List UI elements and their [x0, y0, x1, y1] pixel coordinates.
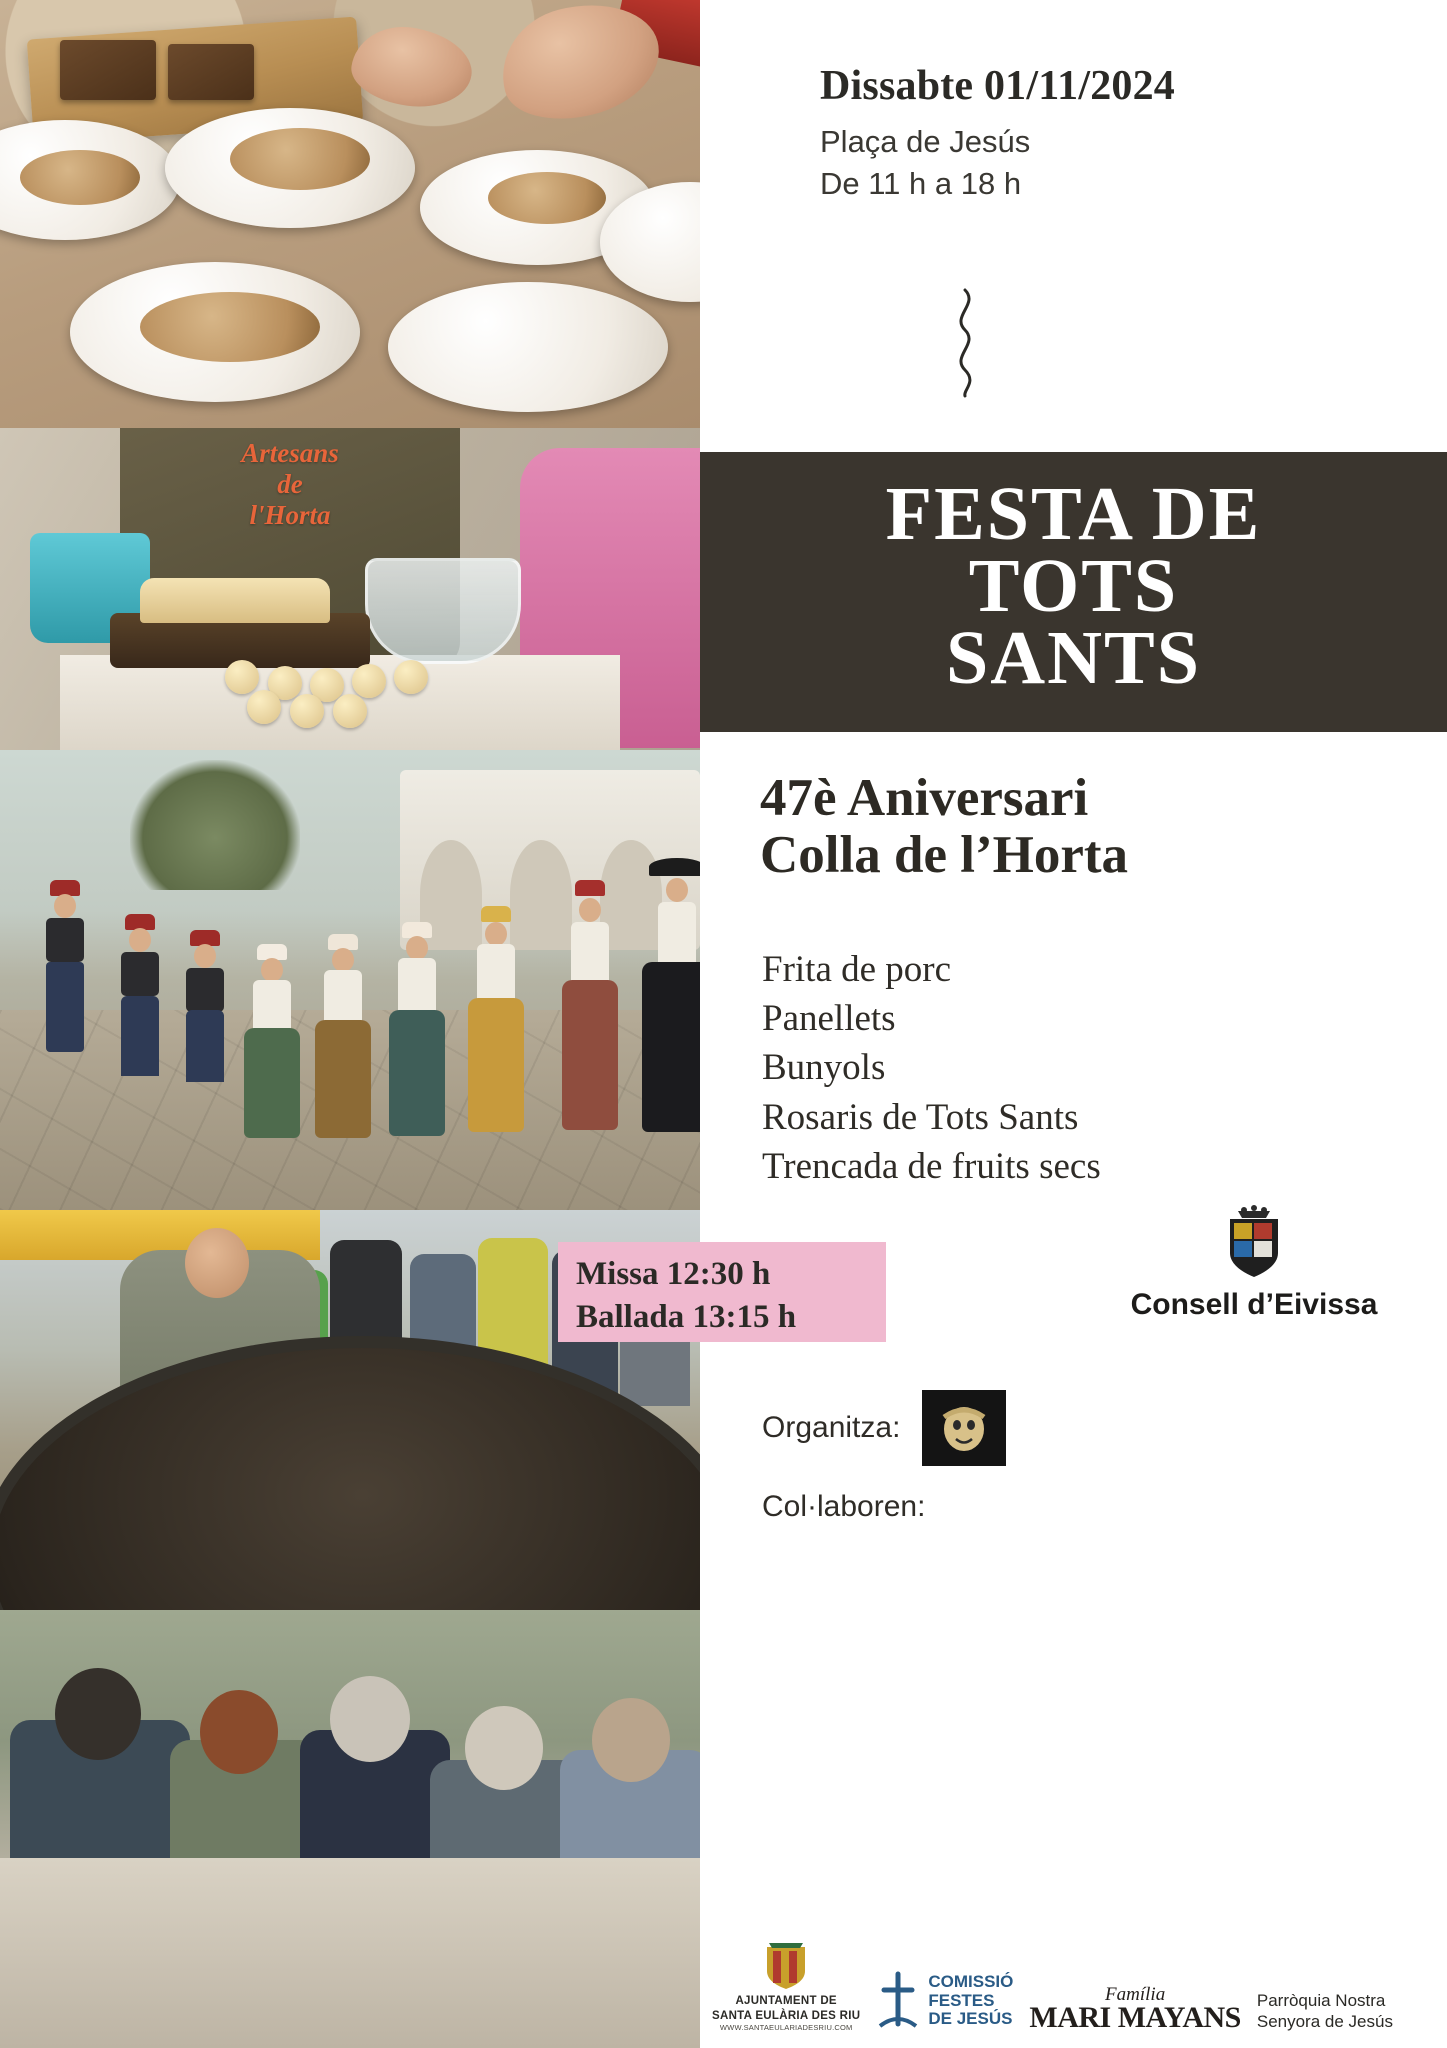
folk-dancer-lead: [622, 862, 700, 1180]
nuts: [230, 128, 370, 190]
event-time: De 11 h a 18 h: [820, 166, 1022, 201]
menu-item: Bunyols: [762, 1047, 886, 1089]
folk-dancer: [450, 894, 542, 1180]
schedule-ballada: Ballada 13:15 h: [576, 1298, 797, 1335]
head: [465, 1706, 543, 1790]
trousers: [121, 996, 159, 1076]
title-line-1: FESTA DE: [885, 472, 1262, 556]
head: [55, 1668, 141, 1760]
skirt: [389, 1010, 445, 1136]
head: [592, 1698, 670, 1782]
blouse: [477, 944, 515, 1000]
coca-pastry: [140, 578, 330, 623]
blouse: [398, 958, 436, 1012]
photo-folk-parade: [0, 750, 700, 1210]
tree: [130, 760, 300, 890]
poster-title-band: [700, 452, 1447, 732]
skirt: [468, 998, 524, 1132]
anniversary-line-2: Colla de l’Horta: [760, 826, 1128, 885]
head: [666, 878, 688, 902]
plate: [388, 282, 668, 412]
head: [129, 928, 151, 952]
vest: [46, 918, 84, 962]
head: [406, 936, 428, 960]
head: [200, 1690, 278, 1774]
ajuntament-line-1: AJUNTAMENT DE: [735, 1995, 837, 2008]
blouse: [253, 980, 291, 1030]
logo-marimayans: [1029, 1986, 1240, 2032]
folk-dancer: [372, 904, 462, 1180]
glass-bowl: [365, 558, 521, 664]
head: [261, 958, 283, 982]
head: [332, 948, 354, 972]
ajuntament-url: WWW.SANTAEULARIADESRIU.COM: [719, 2023, 853, 2032]
black-hat: [649, 858, 700, 876]
consell-deivissa-logo: [1109, 1205, 1399, 1322]
bunyol: [247, 690, 281, 724]
bunyol: [225, 660, 259, 694]
head: [485, 922, 507, 946]
chocolate-block: [168, 44, 254, 100]
parroquia-line-2: Senyora de Jesús: [1256, 2011, 1393, 2031]
title-line-3: SANTS: [946, 616, 1201, 701]
head: [330, 1676, 410, 1762]
comissio-line-1: COMISSIÓ: [928, 1972, 1014, 1992]
collaborator-logo-row: [700, 1941, 1447, 2032]
skirt: [642, 962, 700, 1132]
skirt: [315, 1020, 371, 1138]
menu-list: [762, 945, 1422, 1191]
bunyol: [290, 694, 324, 728]
menu-item: Frita de porc: [762, 949, 952, 990]
nuts: [140, 292, 320, 362]
organitza-label: Organitza:: [762, 1411, 901, 1444]
photo-craft-workshop: [0, 1610, 700, 2048]
marimayans-script: Família: [1105, 1984, 1166, 2006]
photo-artesans-apron: [0, 428, 700, 750]
poster-content: [576, 0, 1447, 2048]
coat-of-arms-icon: [1224, 1205, 1284, 1277]
schedule-missa: Missa 12:30 h: [576, 1256, 771, 1292]
logo-parroquia: [1257, 1990, 1393, 2033]
head: [54, 894, 76, 918]
parroquia-line-1: Parròquia Nostra: [1256, 1990, 1386, 2010]
head: [579, 898, 601, 922]
photo-nuts-plates: [0, 0, 700, 428]
vest: [186, 968, 224, 1012]
blouse: [658, 902, 696, 964]
bunyol: [352, 664, 386, 698]
collaborators-block: [762, 1490, 925, 1524]
anniversary-heading: [760, 770, 1420, 884]
menu-item: Panellets: [762, 998, 896, 1040]
menu-item: Trencada de fruits secs: [762, 1145, 1101, 1187]
headscarf: [575, 880, 605, 896]
blouse: [324, 970, 362, 1022]
squiggle-divider-icon: [945, 288, 985, 398]
skirt: [562, 980, 618, 1130]
comissio-line-3: DE JESÚS: [928, 2009, 1013, 2029]
cook-head: [185, 1228, 249, 1298]
ajuntament-line-2: SANTA EULÀRIA DES RIU: [712, 2009, 861, 2022]
title-line-2: TOTS: [968, 544, 1179, 629]
chocolate-block: [60, 40, 156, 100]
trousers: [46, 962, 84, 1052]
bunyol: [394, 660, 428, 694]
skirt: [244, 1028, 300, 1138]
photo-column: [0, 0, 700, 2048]
vest: [121, 952, 159, 996]
trousers: [186, 1010, 224, 1082]
blouse: [571, 922, 609, 982]
craft-table: [0, 1858, 700, 2048]
anniversary-line-1: 47è Aniversari: [760, 769, 1089, 827]
consell-label: Consell d’Eivissa: [1130, 1288, 1378, 1321]
nuts: [488, 172, 606, 224]
headscarf: [481, 906, 511, 922]
cross-icon: [876, 1970, 920, 2032]
event-date: Dissabte 01/11/2024: [820, 63, 1175, 109]
comissio-line-2: FESTES: [928, 1990, 995, 2010]
head: [194, 944, 216, 968]
organizer-block: [762, 1390, 1006, 1466]
colla-de-lhorta-logo-icon: [922, 1390, 1006, 1466]
logo-ajuntament: [712, 1941, 860, 2032]
nuts: [20, 150, 140, 205]
logo-comissio-festes: [876, 1970, 1013, 2032]
menu-item: Rosaris de Tots Sants: [762, 1096, 1079, 1138]
event-header: [820, 62, 1420, 208]
event-place: Plaça de Jesús: [820, 124, 1031, 159]
schedule-highlight: [558, 1242, 886, 1342]
collaboren-label: Col·laboren:: [762, 1490, 926, 1523]
marimayans-name: MARI MAYANS: [1029, 2000, 1241, 2034]
ajuntament-shield-icon: [763, 1941, 809, 1989]
bunyol: [333, 694, 367, 728]
apron-text: Artesans de l'Horta: [241, 438, 339, 531]
